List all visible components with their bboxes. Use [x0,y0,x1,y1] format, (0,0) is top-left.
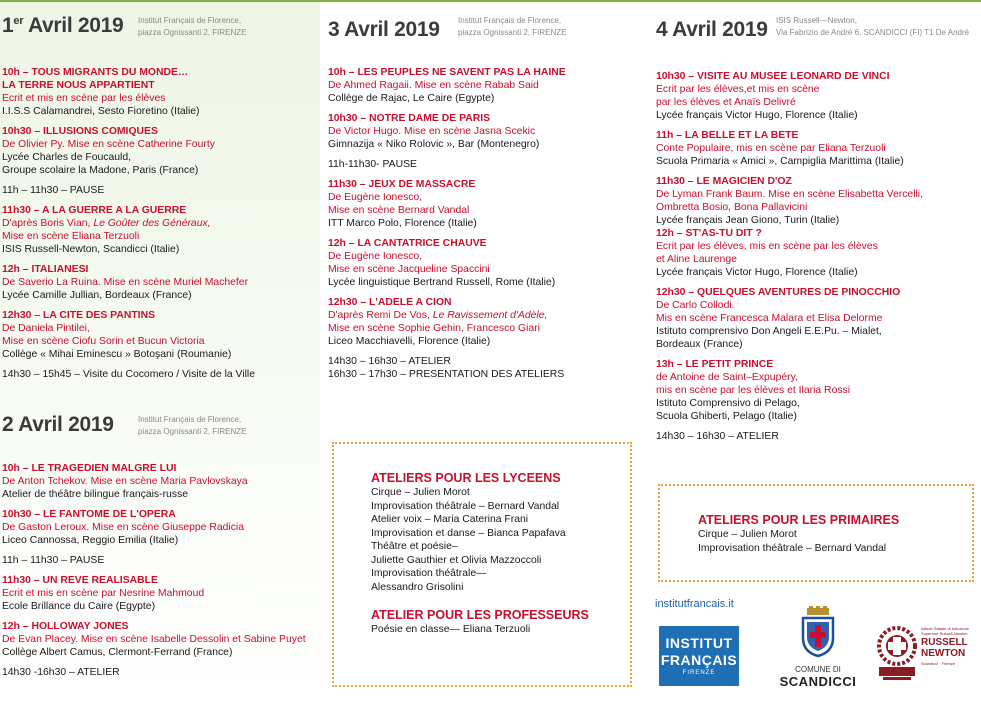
event-detail: De Lyman Frank Baum. Mise en scène Elisabetta Vercelli, [656,189,924,200]
schedule-item [328,355,648,381]
ateliers-lycees-list [371,486,589,594]
scandicci-crest-icon [797,606,839,658]
event-detail: 11h – 11h30 – PAUSE [2,185,105,196]
event-detail: Ecole Brillance du Caire (Egypte) [2,601,156,612]
event-title: 12h30 – L'ADELE A CION [328,297,452,308]
event-detail: 14h30 – 15h45 – Visite du Cocomero / Visite de la Ville [2,369,256,380]
schedule-item [656,358,981,423]
schedule-item [656,286,981,351]
event-detail: De Saverio La Ruina. Mise en scène Muriel Machefer [2,277,249,288]
event-detail: De Ahmed Ragaii. Mise en scène Rabab Said [328,80,539,91]
schedule-item [2,508,312,547]
event-detail: Ecrit et mis en scène par Nesrine Mahmoud [2,588,205,599]
schedule-item [2,204,312,256]
event-detail: Scuola Primaria « Amici », Campiglia Marittima (Italie) [656,156,904,167]
russell-newton-logo [875,620,979,686]
event-title: 12h – ST'AS-TU DIT ? [656,228,762,239]
event-detail: De Evan Placey. Mise en scène Isabelle Dessolin et Sabine Puyet [2,634,306,645]
event-title: 13h – LE PETIT PRINCE [656,359,774,370]
work-title: Le Goûter des Généraux, [93,218,211,229]
event-detail: De Carlo Collodi. [656,300,735,311]
schedule-item [328,158,648,171]
day1-header [2,14,312,44]
event-detail: Ombretta Bosio, Bona Pallavicini [656,202,808,213]
event-title: 12h30 – LA CITE DES PANTINS [2,310,156,321]
event-detail: Lycée Charles de Foucauld, [2,152,131,163]
atelier-line: Improvisation théâtrale – Bernard Vandal [371,500,560,512]
event-detail: D'après Remi De Vos, Le Ravissement d'Adèle, [328,310,548,321]
event-detail: De Eugène Ionesco, [328,192,423,203]
event-title: 11h30 – LE MAGICIEN D'OZ [656,176,792,187]
event-detail: De Olivier Py. Mise en scène Catherine Fourty [2,139,215,150]
day3-header [328,18,648,48]
event-title: 12h – LA CANTATRICE CHAUVE [328,238,487,249]
day2-events [2,462,312,679]
institut-francais-logo: INSTITUT FRANÇAIS FIRENZE [659,626,739,686]
schedule-item [2,125,312,177]
top-rule [0,0,981,2]
day2-section [2,413,312,686]
day1-title: 1er Avril 2019 [2,14,124,37]
schedule-item [2,368,312,381]
day2-venue: Institut Français de Florence, piazza Ognissanti 2, FIRENZE [138,415,247,436]
event-detail: Collège Albert Camus, Clermont-Ferrand (France) [2,647,233,658]
event-detail: 14h30 – 16h30 – ATELIER [328,356,451,367]
event-detail: De Gaston Leroux. Mise en scène Giuseppe Radicia [2,522,245,533]
russell-newton-emblem-icon [875,622,919,682]
event-title: 10h – TOUS MIGRANTS DU MONDE… [2,67,189,78]
event-title: 12h30 – QUELQUES AVENTURES DE PINOCCHIO [656,287,901,298]
schedule-item [656,175,981,279]
day2-title: 2 Avril 2019 [2,413,114,436]
atelier-line: Théâtre et poésie– [371,541,458,552]
atelier-line: Alessandro Grisolini [371,581,464,593]
event-detail: 11h-11h30- PAUSE [328,159,417,170]
event-detail: Mise en scène Bernard Vandal [328,205,470,216]
day2-header [2,413,312,443]
atelier-professeurs-list [371,623,589,637]
schedule-item [656,70,981,122]
event-detail: Lycée français Jean Giono, Turin (Italie) [656,215,840,226]
event-detail: De Victor Hugo. Mise en scène Jasna Scekic [328,126,536,137]
event-detail: Conte Populaire, mis en scène par Eliana Terzuoli [656,143,886,154]
work-title: Le Ravissement d'Adèle, [432,310,548,321]
event-detail: De Eugène Ionesco, [328,251,423,262]
event-title: 12h – HOLLOWAY JONES [2,621,129,632]
russell-newton-subtitle: Istituto Statale di Istruzione Superiore Russell-Newton [921,626,970,636]
event-detail: Lycée linguistique Bertrand Russell, Rome (Italie) [328,277,556,288]
schedule-item [328,237,648,289]
event-detail: Mis en scène Francesca Malara et Elisa Delorme [656,313,883,324]
event-title: 12h – ITALIANESI [2,264,89,275]
event-title: 10h30 – VISITE AU MUSEE LEONARD DE VINCI [656,71,890,82]
event-detail: Mise en scène Jacqueline Spaccini [328,264,490,275]
day3-title: 3 Avril 2019 [328,18,440,41]
event-detail: Atelier de théâtre bilingue français-russe [2,489,188,500]
schedule-item [328,296,648,348]
schedule-item [2,666,312,679]
event-detail: Scuola Ghiberti, Pelago (Italie) [656,411,797,422]
event-detail: ISIS Russell-Newton, Scandicci (Italie) [2,244,180,255]
event-detail: et Aline Laurenge [656,254,737,265]
event-detail: Mise en scène Ciofu Sorin et Bucun Victoria [2,336,205,347]
event-detail: Liceo Macchiavelli, Florence (Italie) [328,336,491,347]
event-title: 11h30 – A LA GUERRE A LA GUERRE [2,205,187,216]
event-detail: 14h30 – 16h30 – ATELIER [656,431,779,442]
event-detail: Istituto Comprensivo di Pelago, [656,398,800,409]
schedule-item [2,66,312,118]
day3-section [328,18,648,388]
ateliers-primaires-box [658,484,974,582]
event-detail: Collège de Rajac, Le Caire (Egypte) [328,93,495,104]
day4-events [656,70,981,443]
schedule-item [2,620,312,659]
atelier-line: Improvisation et danse – Bianca Papafava [371,527,566,539]
event-title: 11h – LA BELLE ET LA BETE [656,130,799,141]
event-detail: Lycée français Victor Hugo, Florence (Italie) [656,267,858,278]
day4-section [656,18,981,450]
atelier-professeurs-title: ATELIER POUR LES PROFESSEURS [371,608,589,622]
atelier-line: Cirque – Julien Morot [371,487,470,498]
event-detail: Lycée Camille Jullian, Bordeaux (France) [2,290,192,301]
schedule-item [328,178,648,230]
event-title: 10h30 – LE FANTOME DE L'OPERA [2,509,176,520]
schedule-item [2,184,312,197]
event-detail: Ecrit et mis en scène par les élèves [2,93,166,104]
event-detail: Mise en scène Sophie Gehin, Francesco Giari [328,323,540,334]
day3-events [328,66,648,381]
ateliers-primaires-list [698,528,899,555]
event-title: 10h30 – ILLUSIONS COMIQUES [2,126,158,137]
event-detail: De Daniela Pintilei, [2,323,90,334]
event-detail: De Anton Tchekov. Mise en scène Maria Pavlovskaya [2,476,248,487]
event-detail: 14h30 -16h30 – ATELIER [2,667,120,678]
event-detail: 11h – 11h30 – PAUSE [2,555,105,566]
event-detail: Istituto comprensivo Don Angeli E.E.Pu. – Mialet, [656,326,882,337]
schedule-item [2,574,312,613]
day1-section [2,14,312,388]
event-title: 10h – LE TRAGEDIEN MALGRE LUI [2,463,177,474]
schedule-item [2,263,312,302]
event-detail: Ecrit par les élèves,et mis en scène [656,84,820,95]
schedule-item [656,129,981,168]
event-detail: Ecrit par les élèves, mis en scène par les élèves [656,241,878,252]
ateliers-lycees-title: ATELIERS POUR LES LYCEENS [371,471,561,485]
event-title: 10h – LES PEUPLES NE SAVENT PAS LA HAINE [328,67,566,78]
schedule-item [2,554,312,567]
atelier-line: Improvisation théâtrale – Bernard Vandal [698,542,887,554]
event-detail: ITT Marco Polo, Florence (Italie) [328,218,477,229]
institutfrancais-link[interactable]: institutfrancais.it [655,598,734,610]
event-detail: Mise en scène Eliana Terzuoli [2,231,140,242]
russell-newton-location: Scandicci · Firenze [921,661,956,666]
event-title: 11h30 – UN REVE REALISABLE [2,575,158,586]
atelier-line: Improvisation théâtrale— [371,568,487,579]
event-detail: Collège « Mihai Eminescu » Botoşani (Roumanie) [2,349,232,360]
event-title: 11h30 – JEUX DE MASSACRE [328,179,476,190]
event-detail: I.I.S.S Calamandrei, Sesto Fioretino (Italie) [2,106,200,117]
atelier-line: Juliette Gauthier et Olivia Mazzoccoli [371,554,542,566]
ateliers-lycees-box [332,442,632,687]
atelier-line: Cirque – Julien Morot [698,529,797,540]
event-detail: Groupe scolaire la Madone, Paris (France) [2,165,199,176]
schedule-item [328,66,648,105]
schedule-item [2,309,312,361]
day1-venue: Institut Français de Florence, piazza Ognissanti 2, FIRENZE [138,16,247,37]
atelier-line: Poésie en classe— Eliana Terzuoli [371,624,531,635]
event-detail: Lycée français Victor Hugo, Florence (Italie) [656,110,858,121]
schedule-item [2,462,312,501]
event-detail: Gimnazija « Niko Rolovic », Bar (Montenegro) [328,139,540,150]
day4-venue: ISIS Russell—Newton, Via Fabrizio de André 6, SCANDICCI (FI) T1 De André [776,16,970,37]
atelier-line: Atelier voix – Maria Caterina Frani [371,514,529,525]
day3-venue: Institut Français de Florence, piazza Ognissanti 2, FIRENZE [458,16,567,37]
event-detail: de Antoine de Saint–Expupéry, [656,372,798,383]
event-title: LA TERRE NOUS APPARTIENT [2,80,155,91]
event-detail: D'après Boris Vian, Le Goûter des Généraux, [2,218,211,229]
event-detail: par les élèves et Anaïs Delivré [656,97,796,108]
ateliers-primaires-title: ATELIERS POUR LES PRIMAIRES [698,513,900,527]
event-detail: Liceo Cannossa, Reggio Emilia (Italie) [2,535,179,546]
day4-title: 4 Avril 2019 [656,18,768,41]
day4-header [656,18,981,48]
russell-newton-name: RUSSELL NEWTON [921,637,968,659]
event-detail: Bordeaux (France) [656,339,743,350]
event-title: 10h30 – NOTRE DAME DE PARIS [328,113,491,124]
day1-events [2,66,312,381]
schedule-item [656,430,981,443]
event-detail: mis en scène par les élèves et Ilaria Rossi [656,385,851,396]
comune-scandicci-logo: COMUNE DI SCANDICCI [772,606,864,688]
event-detail: 16h30 – 17h30 – PRESENTATION DES ATELIERS [328,369,565,380]
schedule-item [328,112,648,151]
